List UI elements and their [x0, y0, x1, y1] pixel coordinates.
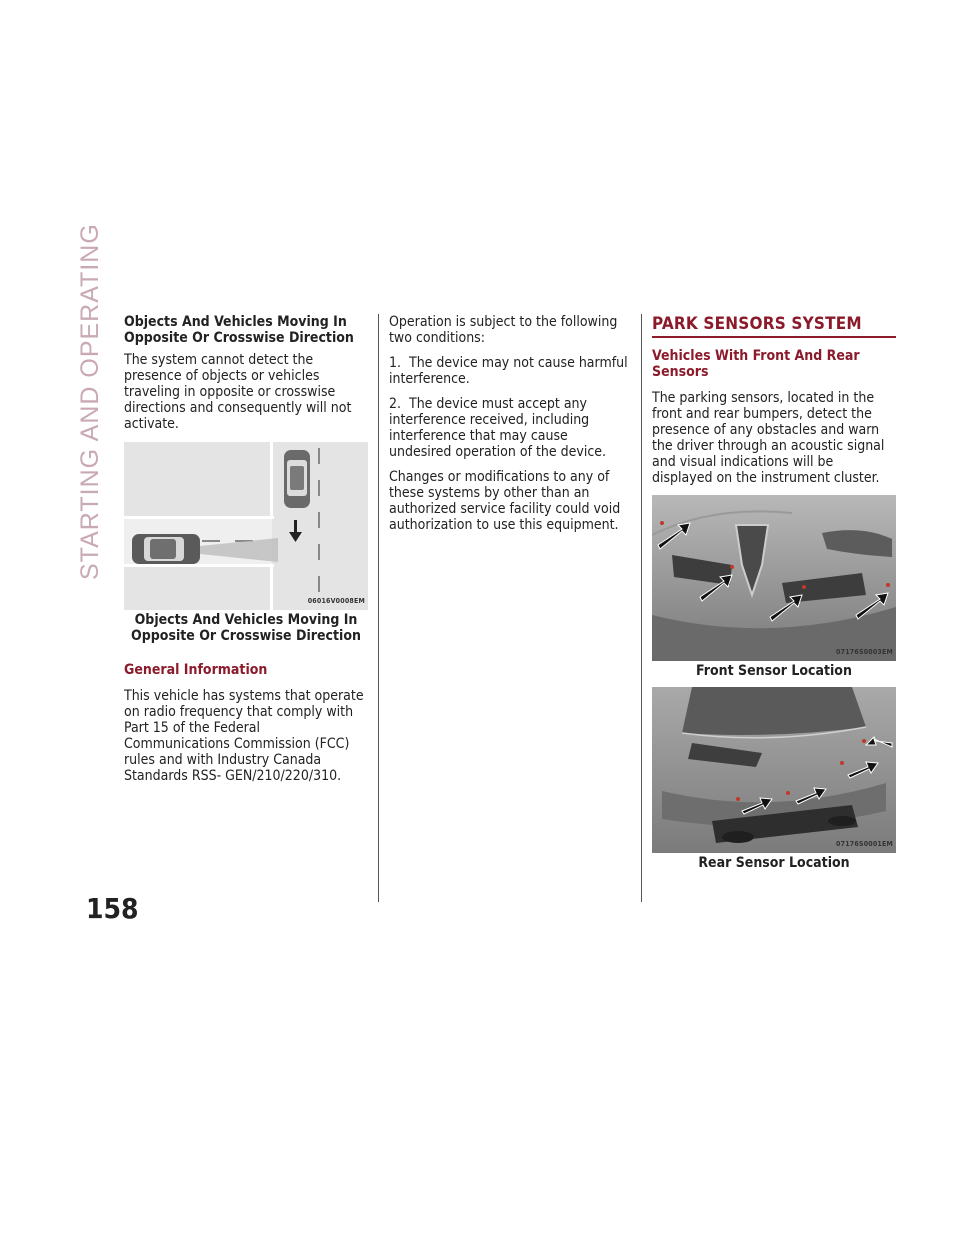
figure-front-sensor [652, 495, 896, 661]
figure-code-front: 07176S0003EM [836, 648, 893, 656]
paragraph-conditions-intro: Operation is subject to the following two conditions: [389, 314, 618, 346]
paragraph-park-sensors: The parking sensors, located in the front and rear bumpers, detect the presence of any obstacles and warn the driver through an acoustic signal and visual indications will be displayed on the instrument cluster. [652, 390, 885, 486]
column-divider-2 [641, 314, 642, 902]
paragraph-general-information: This vehicle has systems that operate on radio frequency that comply with Part 15 of the Federal Communications Commission (FCC) rules and with Industry Canada Standards RSS- GEN/210/220/310. [124, 688, 364, 784]
figure-code: 06016V0008EM [307, 597, 365, 605]
column-2 [389, 314, 633, 542]
heading-front-rear-sensors: Vehicles With Front And Rear Sensors [652, 348, 860, 380]
chapter-side-tab: STARTING AND OPERATING [76, 223, 104, 580]
list-item-2: 2. The device must accept any interference received, including interference that may cause undesired operation of the device. [389, 396, 607, 460]
crosswise-illustration [124, 442, 368, 610]
figure-caption-front: Front Sensor Location [696, 663, 852, 679]
column-3 [652, 314, 896, 871]
front-sensor-illustration [652, 495, 896, 661]
column-1 [124, 314, 368, 793]
figure-crosswise [124, 442, 368, 610]
section-title-park-sensors: PARK SENSORS SYSTEM [652, 314, 896, 338]
figure-rear-sensor [652, 687, 896, 853]
paragraph-modifications: Changes or modifications to any of these systems by other than an authorized service facility could void authorization to use this equipment. [389, 469, 621, 533]
rear-sensor-illustration [652, 687, 896, 853]
figure-caption-rear: Rear Sensor Location [698, 855, 850, 871]
figure-code-rear: 07176S0001EM [836, 840, 893, 848]
paragraph-crosswise: The system cannot detect the presence of objects or vehicles traveling in opposite or crosswise directions and consequently will not activate. [124, 352, 352, 432]
page-number: 158 [86, 892, 139, 925]
figure-caption-crosswise: Objects And Vehicles Moving In Opposite Or Crosswise Direction [131, 612, 361, 644]
list-item-1: 1. The device may not cause harmful interference. [389, 355, 628, 387]
heading-crosswise: Objects And Vehicles Moving In Opposite Or Crosswise Direction [124, 314, 354, 346]
heading-general-information: General Information [124, 662, 268, 678]
column-divider-1 [378, 314, 379, 902]
